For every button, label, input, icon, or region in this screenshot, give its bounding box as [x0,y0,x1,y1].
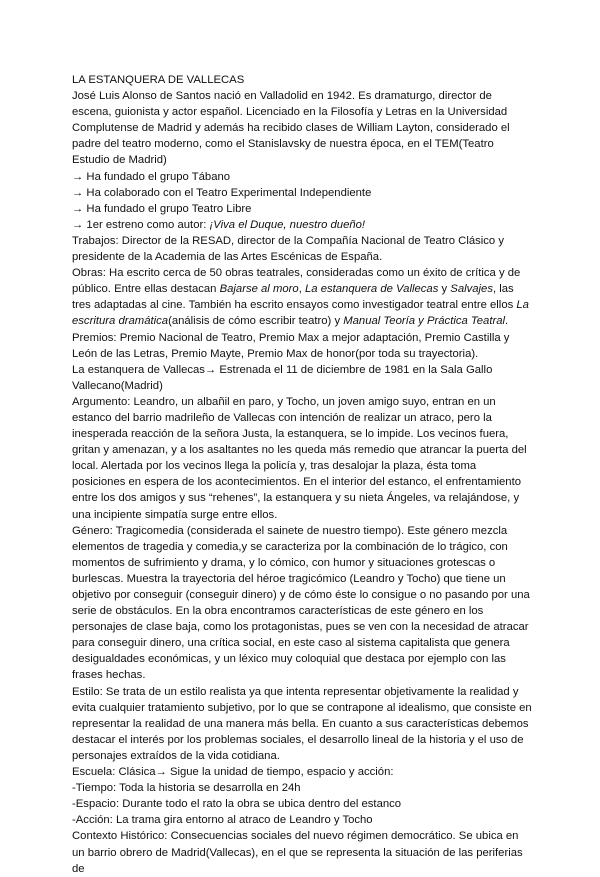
arrow-icon: → [72,170,84,183]
arrow-icon: → [72,218,84,231]
achievement-item [72,217,532,233]
estilo-paragraph: Estilo: Se trata de un estilo realista ya que intenta representar objetivamente la realidad y evita cualquier tratamiento subjetivo, por lo que se contrapone al idealismo, que consiste en representar la realidad de una manera más bella. En cuanto a sus características debemos destacar el interés por los problemas sociales, el desarrollo lineal de la historia y el uso de personajes extraídos de la vida cotidiana. [72,685,532,762]
contexto-paragraph: Contexto Histórico: Consecuencias sociales del nuevo régimen democrático. Se ubica en un barrio obrero de Madrid(Vallecas), en el que se representa la situación de las periferias de [72,830,523,875]
debut-work-title: ¡Viva el Duque, nuestro dueño! [209,218,366,231]
premios-paragraph: Premios: Premio Nacional de Teatro, Premio Max a mejor adaptación, Premio Castilla y León de las Letras, Premio Mayte, Premio Max de honor(por toda su trayectoria). [72,331,510,360]
unity-accion: -Acción: La trama gira entorno al atraco de Leandro y Tocho [72,814,373,827]
document-title: LA ESTANQUERA DE VALLECAS [72,74,245,86]
author-bio-paragraph: José Luis Alonso de Santos nació en Valladolid en 1942. Es dramaturgo, director de escena, guionista y actor español. Licenciado en la Filosofía y Letras en la Universidad Complutense de Madrid y además ha recibido clases de William Layton, considerado el padre del teatro moderno, como el Stanislavsky de nuestra época, en el TEM(Teatro Estudio de Madrid) [72,90,510,167]
work-title: Salvajes [450,283,493,296]
trabajos-paragraph: Trabajos: Director de la RESAD, director de la Compañía Nacional de Teatro Clásico y presidente de la Academia de las Artes Escénicas de España. [72,234,504,264]
work-title: La escritura dramática [72,299,529,328]
genero-paragraph: Género: Tragicomedia (considerada el sainete de nuestro tiempo). Este género mezcla elementos de tragedia y comedia,y se caracteriza por la combinación de lo trágico, con momentos de sufrimiento y drama, y lo cómico, con humor y situaciones grotescas o burlescas. Muestra la trayectoria del héroe tragicómico (Leandro y Tocho) que tiene un objetivo por conseguir (conseguir dinero) y de cómo éste lo consigue o no pasando por una serie de obstáculos. En la obra encontramos características de este género en los personajes de clase baja, como los protagonistas, pues se ven con la necesidad de atracar para conseguir dinero, una crítica social, en este caso al sistema capitalista que genera desigualdades económicas, y un léxico muy coloquial que destaca por ejemplo con las frases hechas. [72,524,530,682]
work-title: Bajarse al moro [219,283,299,296]
arrow-icon: → [72,186,84,199]
obras-text: , las tres adaptadas al cine. También ha escrito ensayos como investigador teatral entre ellos [72,283,517,312]
document-page [72,72,532,877]
work-title: La estanquera de Vallecas [304,283,439,296]
achievement-item [72,185,532,201]
obras-text: , [298,283,305,296]
achievement-item [72,201,532,217]
arrow-icon: → [72,202,84,215]
obras-text: . [505,315,509,328]
obras-paragraph [72,265,532,329]
unity-espacio: -Espacio: Durante todo el rato la obra se ubica dentro del estanco [72,798,402,811]
achievement-item [72,169,532,185]
achievement-text: Ha fundado el grupo Teatro Libre [83,202,252,215]
argumento-paragraph: Argumento: Leandro, un albañil en paro, y Tocho, un joven amigo suyo, entran en un estanco del barrio madrileño de Vallecas con intención de realizar un atraco, pero la inesperada reacción de la señora Justa, la estanquera, se lo impide. Los vecinos fuera, gritan y amenazan, y a los asaltantes no les queda más remedio que atrancar la puerta del local. Alertada por los vecinos llega la policía y, tras desalojar la plaza, ésta toma posiciones en espera de los acontecimientos. En el interior del estanco, el enfrentamiento entre los dos amigos y sus “rehenes”, la estanquera y su nieta Ángeles, va relajándose, y una incipiente simpatía surge entre ellos. [72,395,527,521]
estreno-paragraph: La estanquera de Vallecas→ Estrenada el 11 de diciembre de 1981 en la Sala Gallo Vallecano(Madrid) [72,363,493,392]
escuela-paragraph: Escuela: Clásica→ Sigue la unidad de tiempo, espacio y acción: [72,766,394,779]
achievement-text: 1er estreno como autor: [83,218,210,231]
obras-text: (análisis de cómo escribir teatro) y [168,315,344,328]
obras-text: Obras: Ha escrito cerca de 50 obras teatrales, consideradas como un éxito de crítica y de público. Entre ellas destacan [72,267,521,296]
achievement-text: Ha fundado el grupo Tábano [83,170,231,183]
unity-tiempo: -Tiempo: Toda la historia se desarrolla en 24h [72,782,301,795]
achievement-text: Ha colaborado con el Teatro Experimental Independiente [83,186,372,199]
work-title: Manual Teoría y Práctica Teatral [343,315,506,328]
obras-text: y [438,283,451,296]
